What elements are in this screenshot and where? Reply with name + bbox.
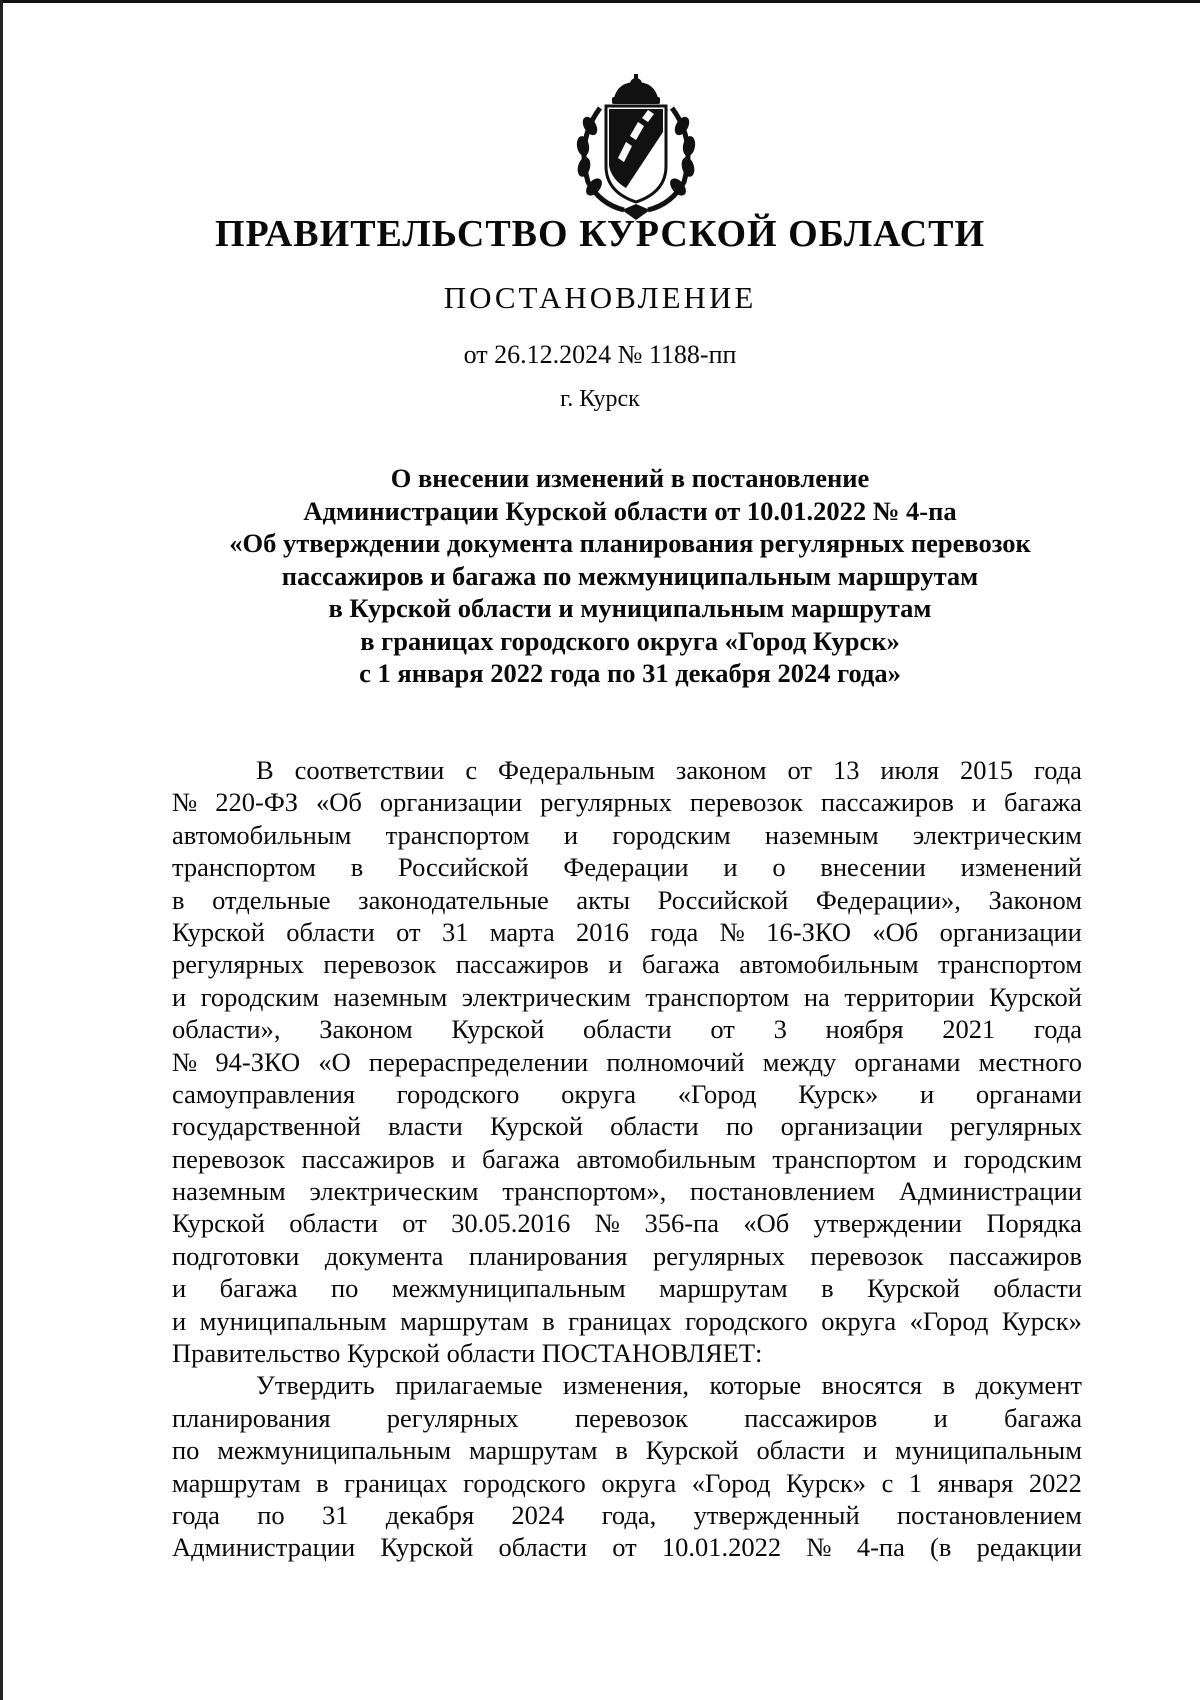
body-word: городским	[200, 981, 319, 1012]
body-word: маршрутам	[400, 1305, 529, 1336]
body-word: №	[719, 916, 745, 947]
body-word: 10.01.2022	[661, 1532, 782, 1563]
body-word: редакции	[976, 1532, 1082, 1563]
body-word: 2022	[1028, 1467, 1082, 1498]
body-word: планирования	[172, 1402, 331, 1433]
body-word: документа	[324, 1240, 444, 1271]
body-word: Федерации	[563, 852, 689, 883]
body-word: городским	[612, 819, 731, 850]
body-word: которые	[709, 1370, 802, 1401]
body-word: муниципальным	[199, 1305, 387, 1336]
body-word: и	[563, 819, 579, 850]
body-word: межмуниципальным	[391, 1273, 626, 1304]
body-word: с	[465, 755, 478, 785]
body-word: регулярных	[540, 787, 672, 818]
body-word: пассажиров	[744, 1402, 878, 1433]
body-word: года	[650, 916, 699, 947]
body-word: июля	[880, 755, 940, 785]
body-word: 94-ЗКО	[215, 1046, 301, 1077]
body-word: законодательные	[358, 884, 549, 915]
body-word: межмуниципальным	[217, 1435, 452, 1466]
body-word: маршрутам	[172, 1467, 301, 1498]
body-line	[172, 1013, 1082, 1045]
body-word: электрическим	[912, 819, 1082, 850]
body-word: Курской	[451, 1014, 545, 1045]
body-word: перевозок	[323, 949, 437, 980]
body-word: в	[821, 1273, 834, 1304]
body-word: отдельные	[212, 884, 331, 915]
body-word: и	[608, 949, 623, 980]
document-number-date: от 26.12.2024 № 1188-пп	[463, 340, 737, 369]
body-word: регулярных	[950, 1111, 1082, 1142]
body-word: Порядка	[986, 1208, 1082, 1239]
title-line: пассажиров и багажа по межмуниципальным маршрутам	[281, 560, 979, 591]
body-word: постановлением	[896, 1499, 1082, 1530]
title-line: в Курской области и муниципальным маршрутам	[328, 593, 932, 623]
body-word: перераспределении	[368, 1046, 589, 1077]
body-word: пассажиров	[948, 1240, 1082, 1271]
body-word: 31	[321, 1499, 349, 1530]
body-word: Курской	[490, 1111, 583, 1142]
body-word: 3	[773, 1014, 787, 1045]
title-line: с 1 января 2022 года по 31 декабря 2024 года»	[359, 658, 901, 688]
body-word: автомобильным	[172, 819, 352, 850]
body-word: соответствии	[294, 755, 445, 785]
body-word: по	[172, 1435, 200, 1466]
body-word: органами	[975, 1078, 1082, 1109]
body-word: Курск»	[798, 1078, 879, 1109]
body-word: 2016	[576, 916, 630, 947]
body-line	[172, 1467, 1082, 1499]
document-type: ПОСТАНОВЛЕНИЕ	[443, 280, 757, 315]
body-word: электрическим	[461, 981, 631, 1012]
body-line	[172, 1305, 1082, 1337]
body-line	[172, 981, 1082, 1013]
body-word: вносятся	[821, 1370, 923, 1401]
body-line	[172, 1046, 1082, 1078]
body-word: на	[803, 981, 830, 1012]
body-word: наземным	[333, 981, 448, 1012]
title-line: Администрации Курской области от 10.01.2022 № 4-па	[303, 495, 957, 526]
body-word: транспортом	[938, 949, 1082, 980]
body-word: Курской	[989, 981, 1082, 1012]
body-line	[172, 916, 1082, 948]
body-word: электрическим	[309, 1176, 479, 1207]
body-word: планирования	[468, 1240, 628, 1271]
body-word: области	[289, 1208, 378, 1239]
body-word: Курской	[867, 1273, 960, 1304]
body-word: и	[933, 1402, 948, 1433]
body-word: перевозок	[810, 1240, 924, 1271]
body-word: по	[330, 1273, 359, 1304]
body-line	[172, 884, 1082, 916]
body-word: 2015	[960, 755, 1014, 785]
body-line	[172, 1369, 1082, 1401]
body-word: между	[762, 1046, 837, 1077]
body-line	[172, 819, 1082, 851]
body-word: области	[498, 1532, 588, 1563]
body-word: ноября	[825, 1014, 904, 1045]
body-word: по	[725, 1111, 754, 1142]
body-word: прилагаемые	[395, 1370, 543, 1401]
body-word: 31	[441, 916, 469, 947]
body-word: органами	[854, 1046, 961, 1077]
body-word: и	[172, 1305, 187, 1336]
body-word: регулярных	[386, 1402, 519, 1433]
body-word: марта	[489, 916, 555, 947]
body-word: организации	[939, 916, 1082, 947]
body-word: багажа	[481, 1143, 560, 1174]
body-line	[172, 1531, 1082, 1563]
body-line	[172, 1272, 1082, 1304]
body-word: «О	[318, 1046, 351, 1077]
body-word: в	[615, 1435, 628, 1466]
body-word: постановлением	[690, 1176, 876, 1207]
body-word: №	[172, 1046, 198, 1077]
body-word: изменения,	[563, 1370, 689, 1401]
body-word: полномочий	[606, 1046, 745, 1077]
body-word: границах	[568, 1305, 672, 1336]
body-word: 356-па	[644, 1208, 720, 1239]
body-line	[172, 754, 1082, 786]
body-word: Законом	[319, 1014, 413, 1045]
body-word: 30.05.2016	[451, 1208, 571, 1239]
body-word: области	[993, 1273, 1082, 1304]
body-word: багажа	[219, 1273, 298, 1304]
body-word: Курской	[645, 1435, 739, 1466]
body-word: Федеральным	[498, 755, 655, 785]
body-word: пассажиров	[455, 949, 589, 980]
document-body	[172, 754, 1082, 1564]
body-word: автомобильным	[576, 1143, 756, 1174]
body-word: года	[172, 1499, 220, 1530]
body-word: области	[583, 1014, 672, 1045]
body-word: багажа	[1003, 787, 1082, 818]
body-line	[172, 1402, 1082, 1434]
body-word: границах	[344, 1467, 448, 1498]
body-word: от	[396, 916, 421, 947]
body-word: и	[932, 1143, 948, 1174]
body-word: внесении	[820, 852, 926, 883]
body-word: с	[881, 1467, 894, 1498]
body-word: от	[710, 1014, 735, 1045]
body-word: в	[942, 1370, 956, 1401]
body-word: наземным	[172, 1176, 286, 1207]
kursk-oblast-coat-of-arms-icon	[566, 70, 706, 220]
body-word: о	[772, 852, 786, 883]
body-word: №	[806, 1532, 832, 1563]
body-line	[172, 1110, 1082, 1142]
body-word: городским	[963, 1143, 1082, 1174]
body-word: организации	[379, 787, 523, 818]
body-word: маршрутам	[659, 1273, 788, 1304]
body-word: округа	[821, 1305, 897, 1336]
body-word: транспортом	[385, 819, 530, 850]
issue-city: г. Курск	[560, 386, 640, 412]
body-word: «Город	[677, 1078, 757, 1109]
body-word: округа	[601, 1467, 677, 1498]
body-word: от	[787, 755, 812, 785]
body-word: Российской	[398, 852, 529, 883]
body-word: в	[350, 852, 364, 883]
body-word: №	[594, 1208, 621, 1239]
body-line	[172, 786, 1082, 818]
body-word: акты	[576, 884, 631, 915]
body-line	[172, 1207, 1082, 1239]
body-word: транспортом»,	[502, 1176, 667, 1207]
body-word: области	[286, 916, 375, 947]
body-word: автомобильным	[739, 949, 919, 980]
body-word: «Об	[743, 1208, 790, 1239]
body-word: и	[971, 787, 987, 818]
body-word: багажа	[1004, 1402, 1082, 1433]
body-word: января	[937, 1467, 1014, 1498]
title-line: О внесении изменений в постановление	[390, 463, 870, 493]
body-word: и	[862, 1435, 878, 1466]
body-word: багажа	[641, 949, 720, 980]
body-word: Курской	[172, 1208, 265, 1239]
body-word: транспортом	[172, 852, 316, 883]
body-word: Федерации»,	[815, 884, 961, 915]
body-word: в	[316, 1467, 329, 1498]
body-word: наземным	[764, 819, 879, 850]
body-word: 2021	[942, 1014, 996, 1045]
body-word: и	[172, 1273, 187, 1304]
body-word: перевозок	[689, 787, 803, 818]
body-line	[172, 1143, 1082, 1175]
body-word: Администрации	[172, 1532, 356, 1563]
body-word: законом	[675, 755, 767, 785]
body-line	[172, 1434, 1082, 1466]
body-word: года	[1034, 1014, 1082, 1045]
body-word: от	[612, 1532, 637, 1563]
body-word: пассажиров	[820, 787, 954, 818]
body-word: регулярных	[652, 1240, 785, 1271]
body-word: и	[723, 852, 738, 883]
body-word: от	[402, 1208, 427, 1239]
body-word: 16-ЗКО	[766, 916, 852, 947]
body-word: В	[256, 755, 274, 785]
body-word: перевозок	[574, 1402, 688, 1433]
body-word: власти	[388, 1111, 463, 1142]
body-word: Курск»	[1001, 1305, 1082, 1336]
body-word: в	[172, 884, 185, 915]
body-word: перевозок	[172, 1143, 285, 1174]
body-word: области	[610, 1111, 699, 1142]
body-word: 13	[832, 755, 860, 785]
body-word: и	[451, 1143, 466, 1174]
body-word: по	[257, 1499, 285, 1530]
body-word: территории	[844, 981, 975, 1012]
page-border-top	[0, 0, 1200, 3]
body-word: Администрации	[898, 1176, 1082, 1207]
body-word: утвержденный	[693, 1499, 860, 1530]
title-line: в границах городского округа «Город Курск»	[360, 625, 900, 656]
body-word: маршрутам	[468, 1435, 598, 1466]
body-word: в	[542, 1305, 555, 1336]
body-word: Утвердить	[256, 1370, 375, 1401]
body-word: (в	[930, 1532, 952, 1563]
body-word: «Город	[691, 1467, 771, 1498]
body-word: 220-ФЗ	[215, 787, 299, 818]
body-word: изменений	[960, 852, 1082, 883]
body-word: 1	[908, 1467, 923, 1498]
body-word: государственной	[172, 1111, 361, 1142]
body-word: Российской	[657, 884, 789, 915]
body-word: документ	[975, 1370, 1082, 1401]
body-word: самоуправления	[172, 1078, 356, 1109]
body-word: муниципальным	[894, 1435, 1082, 1466]
body-word: подготовки	[172, 1240, 300, 1271]
body-word: области»,	[172, 1014, 281, 1045]
title-line: «Об утверждении документа планирования регулярных перевозок	[229, 528, 1031, 558]
body-word: пассажиров	[301, 1143, 435, 1174]
body-word: городского	[685, 1305, 808, 1336]
body-word: «Город	[909, 1305, 989, 1336]
body-word: регулярных	[172, 949, 304, 980]
body-word: «Об	[872, 916, 919, 947]
body-line	[172, 851, 1082, 883]
document-title	[170, 462, 1090, 690]
body-word: 2024	[511, 1499, 565, 1530]
body-word: округа	[561, 1078, 637, 1109]
body-word: года	[1033, 755, 1082, 785]
body-line	[172, 1175, 1082, 1207]
body-word: местного	[978, 1046, 1082, 1077]
body-word: и	[172, 981, 187, 1012]
body-line	[172, 1499, 1082, 1531]
body-line	[172, 1337, 1082, 1369]
body-line	[172, 1078, 1082, 1110]
body-word: и	[920, 1078, 935, 1109]
body-word: Курской	[172, 916, 265, 947]
body-word: утверждении	[813, 1208, 962, 1239]
body-word: Курск»	[785, 1467, 867, 1498]
body-word: транспортом	[772, 1143, 917, 1174]
body-line-text: Правительство Курской области ПОСТАНОВЛЯЕТ:	[172, 1338, 763, 1369]
body-word: области	[756, 1435, 846, 1466]
body-word: «Об	[316, 787, 362, 818]
body-word: года,	[601, 1499, 657, 1530]
organization-heading: ПРАВИТЕЛЬСТВО КУРСКОЙ ОБЛАСТИ	[214, 213, 986, 255]
body-line	[172, 948, 1082, 980]
body-word: декабря	[385, 1499, 475, 1530]
body-word: №	[172, 787, 198, 818]
body-line	[172, 1240, 1082, 1272]
body-word: Курской	[380, 1532, 474, 1563]
body-word: транспортом	[645, 981, 790, 1012]
body-word: 4-па	[856, 1532, 905, 1563]
body-word: городского	[463, 1467, 586, 1498]
body-word: организации	[780, 1111, 923, 1142]
body-word: городского	[396, 1078, 520, 1109]
body-word: Законом	[988, 884, 1082, 915]
